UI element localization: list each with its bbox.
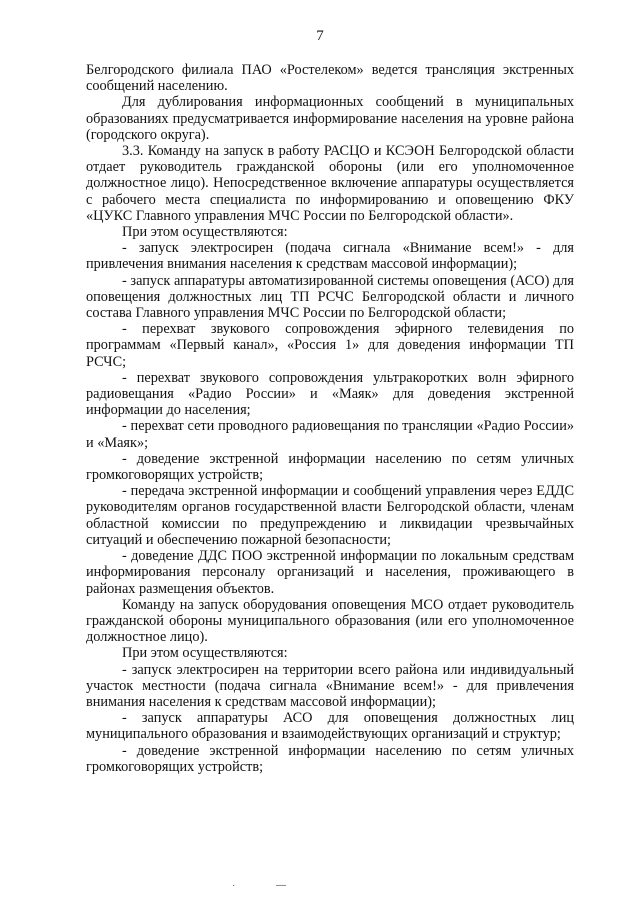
list-item: - доведение экстренной информации населению по сетям уличных громкоговорящих устройств; xyxy=(86,742,574,775)
list-item: - передача экстренной информации и сообщений управления через ЕДДС руководителям органов государственной власти Белгородской области, членам областной комиссии по предупреждению и ликвидации чрезвычайных ситуаций и обеспечению пожарной безопасности; xyxy=(86,483,574,548)
scan-mark: — xyxy=(276,880,286,891)
paragraph: При этом осуществляются: xyxy=(122,224,288,241)
list-item: - доведение экстренной информации населению по сетям уличных громкоговорящих устройств; xyxy=(86,450,574,484)
paragraph: 3.3. Команду на запуск в работу РАСЦО и КСЭОН Белгородской области отдает руководитель гражданской обороны (или его уполномоченное должностное лицо). Непосредственное включение аппаратуры осуществляется с рабочего места специалиста по информированию и оповещению ФКУ «ЦУКС Главного управления МЧС России по Белгородской области». xyxy=(86,143,574,224)
paragraph: Для дублирования информационных сообщений в муниципальных образованиях предусматривается информирование населения на уровне района (городского округа). xyxy=(86,94,574,143)
paragraph: Команду на запуск оборудования оповещения МСО отдает руководитель гражданской обороны муниципального образования (или его уполномоченное должностное лицо). xyxy=(86,596,574,646)
list-item: - доведение ДДС ПОО экстренной информации по локальным средствам информирования персоналу организаций и населения, проживающего в районах размещения объектов. xyxy=(86,548,574,597)
list-item: - перехват звукового сопровождения эфирного телевидения по программам «Первый канал», «Россия 1» для доведения информации ТП РСЧС; xyxy=(86,321,574,370)
list-item: - перехват сети проводного радиовещания по трансляции «Радио России» и «Маяк»; xyxy=(86,418,574,451)
list-item: - перехват звукового сопровождения ультракоротких волн эфирного радиовещания «Радио России» и «Маяк» для доведения экстренной информации до населения; xyxy=(86,369,574,419)
list-item: - запуск электросирен (подача сигнала «Внимание всем!» - для привлечения внимания населения к средствам массовой информации); xyxy=(86,240,574,273)
paragraph: При этом осуществляются: xyxy=(122,645,288,662)
scan-mark: · xyxy=(232,880,236,891)
document-body xyxy=(86,62,574,775)
list-item: - запуск аппаратуры АСО для оповещения должностных лиц муниципального образования и взаимодействующих организаций и структур; xyxy=(86,710,574,743)
page-number: 7 xyxy=(316,28,324,44)
paragraph: Белгородского филиала ПАО «Ростелеком» ведется трансляция экстренных сообщений населению. xyxy=(86,62,574,95)
list-item: - запуск электросирен на территории всего района или индивидуальный участок местности (подача сигнала «Внимание всем!» - для привлечения внимания населения к средствам массовой информации); xyxy=(86,661,574,710)
list-item: - запуск аппаратуры автоматизированной системы оповещения (АСО) для оповещения должностных лиц ТП РСЧС Белгородской области и личного состава Главного управления МЧС России по Белгородской области; xyxy=(86,272,574,322)
